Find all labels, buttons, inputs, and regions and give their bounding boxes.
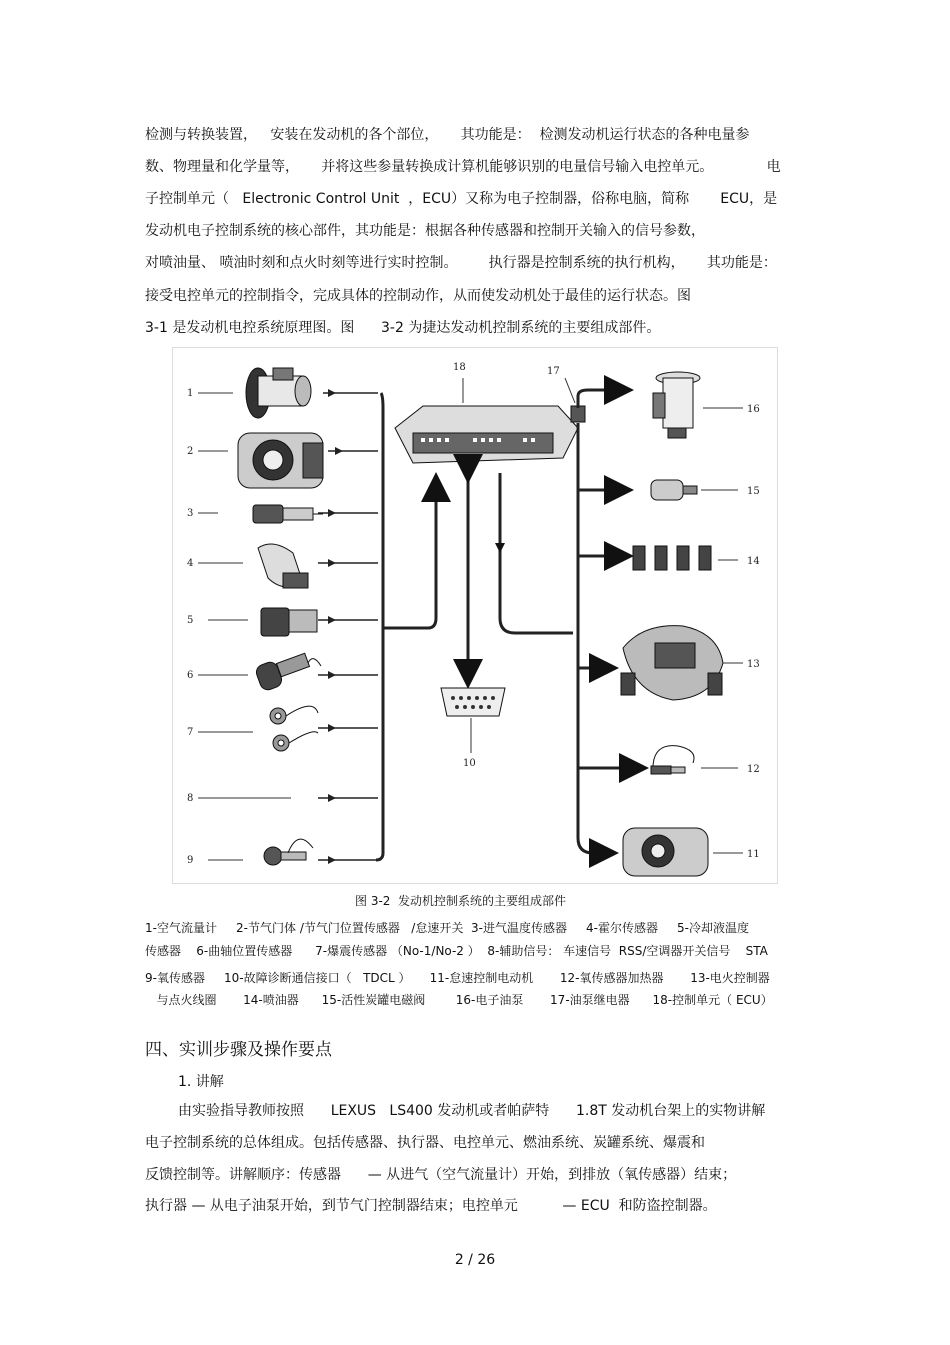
legend-line-2: 传感器 6-曲轴位置传感器 7-爆震传感器 （No-1/No-2 ） 8-辅助信号： 车速信号 RSS/空调器开关信号 STA: [145, 944, 768, 958]
injectors-drawing: [633, 546, 711, 570]
air-flow-meter-drawing: [246, 368, 311, 418]
label-2: 2: [187, 446, 194, 457]
intake-temp-sensor-drawing: [253, 505, 323, 523]
engine-control-diagram: [172, 347, 778, 884]
oxygen-sensor-drawing: [264, 839, 313, 865]
knock-sensor-drawing: [270, 706, 318, 751]
subheading: 1. 讲解: [178, 1074, 224, 1090]
page-number: 2 / 26: [454, 1252, 496, 1268]
legend-line-3: 9-氧传感器 10-故障诊断通信接口（ TDCL ） 11-怠速控制电动机 12-氧传感器加热器 13-电火控制器: [145, 971, 770, 985]
label-7: 7: [187, 727, 194, 738]
legend-line-1: 1-空气流量计 2-节气门体 /节气门位置传感器 /怠速开关 3-进气温度传感器 4-霍尔传感器 5-冷却液温度: [145, 921, 750, 935]
label-16: 16: [747, 404, 760, 415]
electric-fuel-pump-drawing: [653, 372, 700, 438]
crankshaft-sensor-drawing: [254, 653, 321, 692]
para-line-1: 检测与转换装置， 安装在发动机的各个部位， 其功能是： 检测发动机运行状态的各种电量参: [145, 127, 750, 143]
coolant-temp-sensor-drawing: [261, 608, 317, 636]
label-15: 15: [747, 486, 760, 497]
section-heading: 四、实训步骤及操作要点: [145, 1040, 332, 1060]
para-line-5: 对喷油量、 喷油时刻和点火时刻等进行实时控制。 执行器是控制系统的执行机构， 其功能是：: [145, 255, 777, 271]
label-18: 18: [453, 362, 466, 373]
ignition-controller-drawing: [621, 626, 723, 700]
label-11: 11: [747, 849, 760, 860]
label-8: 8: [187, 793, 194, 804]
label-9: 9: [187, 855, 194, 866]
label-13: 13: [747, 659, 760, 670]
canister-solenoid-drawing: [651, 480, 697, 500]
para-line-3: 子控制单元（ Electronic Control Unit ，ECU）又称为电子控制器，俗称电脑，简称 ECU，是: [145, 191, 778, 207]
label-6: 6: [187, 670, 194, 681]
body2-line-2: 电子控制系统的总体组成。包括传感器、执行器、电控单元、燃油系统、炭罐系统、爆震和: [145, 1135, 705, 1151]
fuel-pump-relay-drawing: [571, 406, 585, 422]
body2-line-4: 执行器 — 从电子油泵开始，到节气门控制器结束；电控单元 — ECU 和防盗控制器。: [145, 1198, 717, 1214]
label-17: 17: [547, 366, 560, 377]
para-line-7: 3-1 是发动机电控系统原理图。图 3-2 为捷达发动机控制系统的主要组成部件。: [145, 320, 661, 336]
figure-caption: 图 3-2 发动机控制系统的主要组成部件: [355, 894, 567, 908]
ecu-drawing: [395, 406, 578, 463]
label-10: 10: [463, 758, 476, 769]
para-line-2: 数、物理量和化学量等， 并将这些参量转换成计算机能够识别的电量信号输入电控单元。 电: [145, 159, 781, 175]
diagnostic-connector-drawing: [441, 688, 505, 716]
body2-line-3: 反馈控制等。讲解顺序：传感器 — 从进气（空气流量计）开始，到排放（氧传感器）结束；: [145, 1167, 737, 1183]
label-14: 14: [747, 556, 760, 567]
legend-line-4: 与点火线圈 14-喷油器 15-活性炭罐电磁阀 16-电子油泵 17-油泵继电器 18-控制单元（ ECU）: [145, 993, 773, 1007]
label-4: 4: [187, 558, 194, 569]
body2-line-1: 由实验指导教师按照 LEXUS LS400 发动机或者帕萨特 1.8T 发动机台架上的实物讲解: [178, 1103, 766, 1119]
label-3: 3: [187, 508, 194, 519]
throttle-body-drawing: [238, 433, 323, 488]
para-line-4: 发动机电子控制系统的核心部件，其功能是：根据各种传感器和控制开关输入的信号参数，: [145, 223, 705, 239]
label-1: 1: [187, 388, 194, 399]
hall-sensor-drawing: [258, 544, 308, 588]
idle-motor-drawing: [623, 828, 708, 876]
label-5: 5: [187, 615, 194, 626]
para-line-6: 接受电控单元的控制指令，完成具体的控制动作，从而使发动机处于最佳的运行状态。图: [145, 288, 691, 304]
o2-heater-drawing: [651, 746, 694, 774]
label-12: 12: [747, 764, 760, 775]
